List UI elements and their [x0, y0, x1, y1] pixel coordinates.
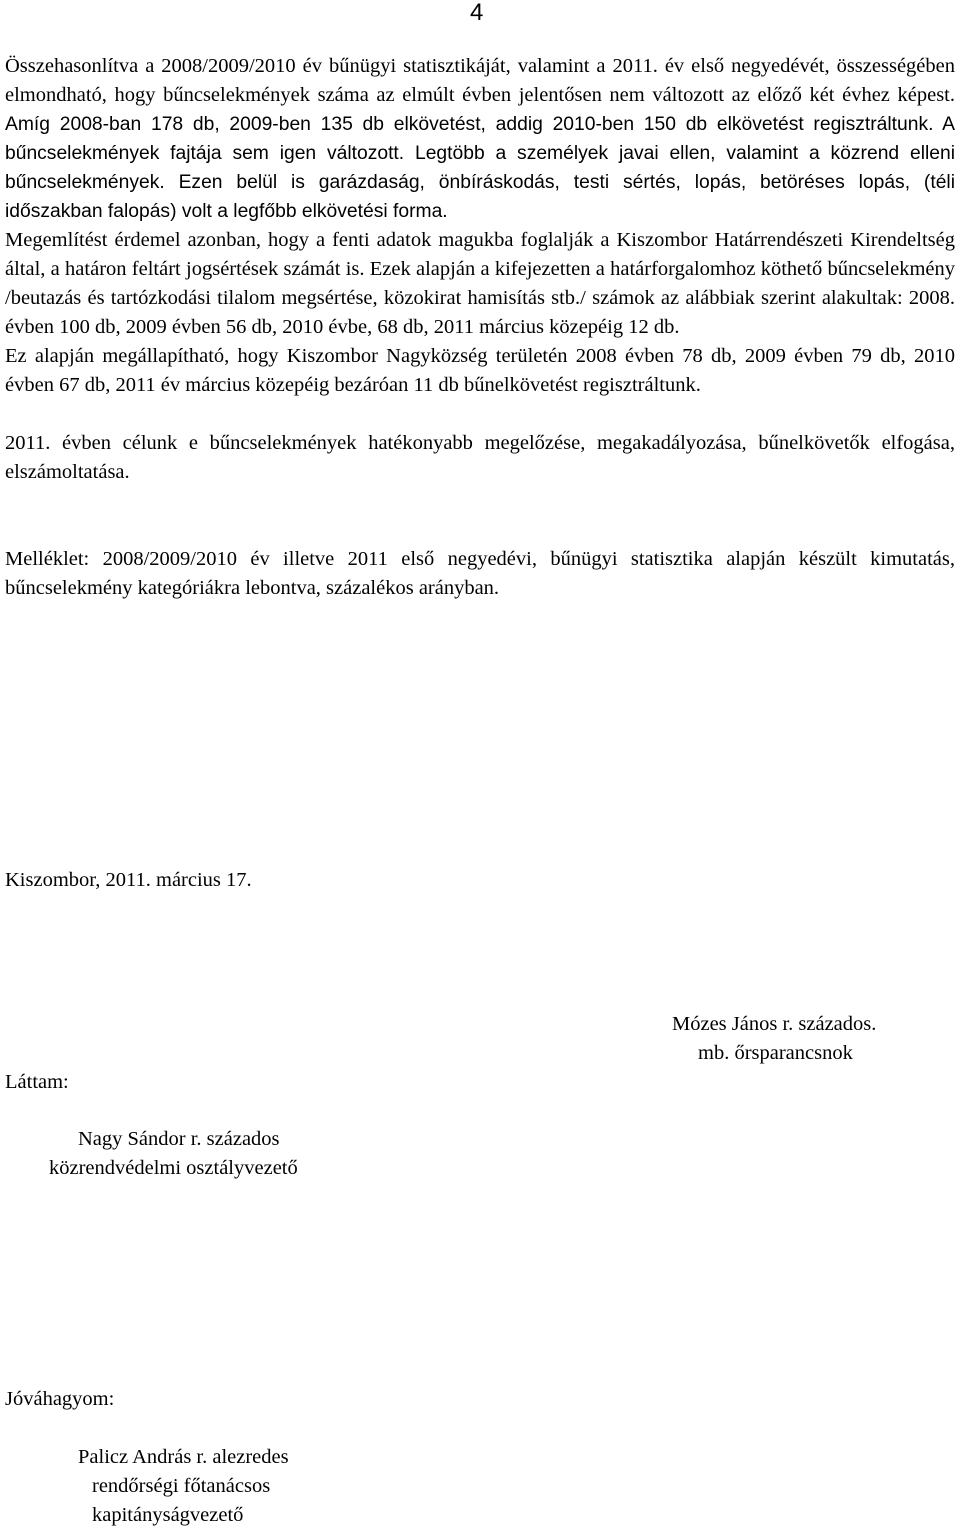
- paragraph-overview-serif: Összehasonlítva a 2008/2009/2010 év bűnügyi statisztikáját, valamint a 2011. év első negyedévét, összességében elmondható, hogy bűncselekmények száma az elmúlt évben jelentősen nem változott az előző két évhez képest.: [5, 55, 955, 106]
- signatory-name: Mózes János r. százados.: [672, 1013, 877, 1035]
- approval-title-2: kapitányságvezető: [92, 1504, 244, 1526]
- approval-name: Palicz András r. alezredes: [78, 1446, 289, 1468]
- signatory-title: mb. őrsparancsnok: [698, 1042, 853, 1064]
- paragraph-goals: 2011. évben célunk e bűncselekmények hatékonyabb megelőzése, megakadályozása, bűnelkövetők elfogása, elszámoltatása.: [5, 432, 955, 483]
- report-body: [5, 52, 955, 603]
- paragraph-border-offences: Megemlítést érdemel azonban, hogy a fenti adatok magukba foglalják a Kiszombor Határrendészeti Kirendeltség által, a határon feltárt jogsértések számát is. Ezek alapján a kifejezetten a határforgalomhoz köthető bűncselekmény /beutazás és tartózkodási tilalom megsértése, közokirat hamisítás stb./ számok az alábbiak szerint alakultak: 2008. évben 100 db, 2009 évben 56 db, 2010 évbe, 68 db, 2011 március közepéig 12 db.: [5, 229, 955, 338]
- paragraph-overview-sans: Amíg 2008-ban 178 db, 2009-ben 135 db elkövetést, addig 2010-ben 150 db elkövetést regisztráltunk. A bűncselekmények fajtája sem igen változott. Legtöbb a személyek javai ellen, valamint a közrend elleni bűncselekmények. Ezen belül is garázdaság, önbíráskodás, testi sértés, lopás, betöréses lopás, (téli időszakban falopás) volt a legfőbb elkövetési forma.: [5, 114, 955, 222]
- paragraph-overview: [5, 52, 955, 226]
- paragraph-attachment: Melléklet: 2008/2009/2010 év illetve 2011 első negyedévi, bűnügyi statisztika alapján készült kimutatás, bűncselekmény kategóriákra lebontva, százalékos arányban.: [5, 548, 955, 599]
- paragraph-local-offences: Ez alapján megállapítható, hogy Kiszombor Nagyközség területén 2008 évben 78 db, 2009 évben 79 db, 2010 évben 67 db, 2011 év március közepéig bezáróan 11 db bűnelkövetést regisztráltunk.: [5, 345, 955, 396]
- seen-title: közrendvédelmi osztályvezető: [49, 1157, 298, 1179]
- page-number: 4: [470, 0, 484, 26]
- place-date: Kiszombor, 2011. március 17.: [5, 869, 252, 891]
- approval-title-1: rendőrségi főtanácsos: [92, 1475, 271, 1497]
- seen-name: Nagy Sándor r. százados: [78, 1128, 280, 1150]
- approval-label: Jóváhagyom:: [5, 1388, 115, 1410]
- seen-label: Láttam:: [5, 1071, 69, 1093]
